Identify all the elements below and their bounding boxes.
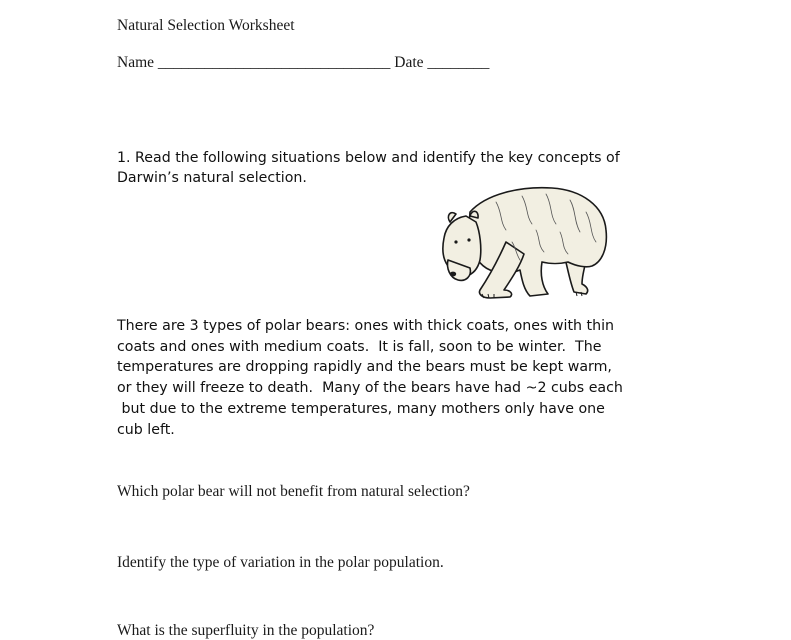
question-1-line-2: Darwin’s natural selection. — [117, 169, 307, 186]
scenario-line: There are 3 types of polar bears: ones with thick coats, ones with thin — [117, 318, 615, 334]
scenario-line: coats and ones with medium coats. It is fall, soon to be winter. The — [117, 338, 602, 355]
question-superfluity: What is the superfluity in the population? — [117, 622, 375, 639]
scenario-line: or they will freeze to death. Many of the bears have had ~2 cubs each — [117, 380, 623, 397]
polar-bear-illustration — [436, 182, 608, 300]
worksheet-title: Natural Selection Worksheet — [117, 17, 295, 34]
name-date-line: Name ______________________________ Date ________ — [117, 54, 490, 71]
scenario-line: but due to the extreme temperatures, many mothers only have one — [117, 400, 605, 417]
scenario-paragraph — [117, 316, 627, 440]
scenario-line: temperatures are dropping rapidly and the bears must be kept warm, — [117, 359, 612, 376]
question-no-benefit: Which polar bear will not benefit from natural selection? — [117, 483, 470, 500]
question-variation: Identify the type of variation in the polar population. — [117, 554, 444, 571]
question-1-line-1: 1. Read the following situations below and identify the key concepts of — [117, 150, 620, 166]
scenario-line: cub left. — [117, 421, 175, 438]
